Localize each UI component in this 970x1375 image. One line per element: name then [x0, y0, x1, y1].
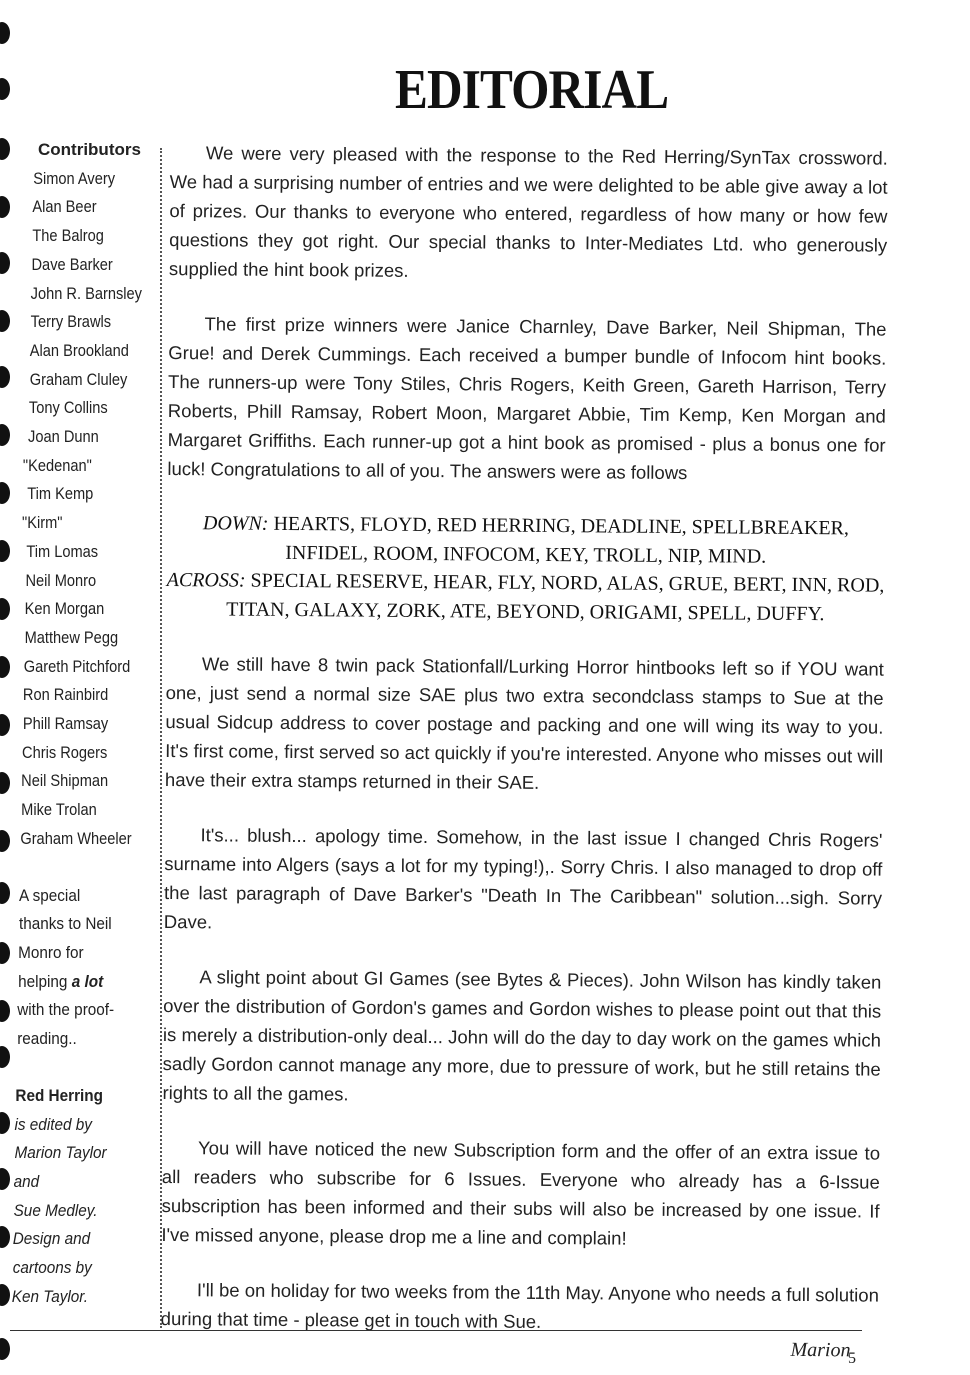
- binder-hole: [0, 78, 10, 100]
- contributor-name: Mike Trolan: [21, 800, 97, 820]
- thanks-emphasis: a lot: [71, 971, 104, 991]
- credits-heading: Red Herring: [15, 1085, 103, 1105]
- binder-hole: [0, 366, 10, 388]
- contributor-name: Dave Barker: [31, 254, 113, 274]
- credits: [10, 1082, 150, 1312]
- binder-hole: [0, 1284, 10, 1306]
- contributor-name: Ron Rainbird: [22, 685, 109, 705]
- thanks-text: helping: [18, 971, 72, 991]
- thanks-line: reading..: [17, 1029, 77, 1049]
- binder-hole: [0, 598, 10, 620]
- binder-hole: [0, 424, 10, 446]
- thanks-line: A special: [19, 885, 81, 905]
- across-words: SPECIAL RESERVE, HEAR, FLY, NORD, ALAS, GRUE, BERT, INN, ROD, TITAN, GALAXY, ZORK, ATE, BEYOND, ORIGAMI, SPELL, DUFFY.: [226, 569, 885, 625]
- binder-hole: [0, 482, 10, 504]
- down-label: DOWN:: [202, 512, 269, 535]
- contributor-name: Alan Beer: [32, 197, 97, 217]
- binder-hole: [0, 1000, 10, 1022]
- credits-line: is edited by: [14, 1114, 92, 1134]
- thanks-line: thanks to Neil: [19, 914, 112, 934]
- binder-hole: [0, 1046, 10, 1068]
- contributor-name: Phill Ramsay: [22, 714, 109, 734]
- contributors-list: [10, 165, 150, 854]
- credits-line: Sue Medley.: [13, 1200, 98, 1220]
- contributor-name: "Kirm": [22, 513, 63, 533]
- page-number: 5: [848, 1350, 856, 1367]
- contributor-name: Matthew Pegg: [24, 627, 119, 647]
- binder-hole: [0, 1226, 10, 1248]
- contributor-name: Alan Brookland: [29, 340, 129, 360]
- binder-hole: [0, 1338, 10, 1360]
- binder-hole: [0, 882, 10, 904]
- binder-hole: [0, 22, 10, 44]
- contributor-name: Neil Shipman: [21, 771, 109, 791]
- contributor-name: Tony Collins: [28, 398, 108, 418]
- credits-line: cartoons by: [12, 1258, 92, 1278]
- paragraph: We still have 8 twin pack Stationfall/Lurking Horror hintbooks left so if YOU want one, just send a normal size SAE plus two extra secondclass stamps to Sue at the usual Sidcup address to cover postage and packing and one will wing its way to you. It's first come, first served so act quickly if you're interested. Anyone who misses out will have their extra stamps returned in their SAE.: [164, 653, 884, 793]
- binder-hole: [0, 830, 10, 852]
- contributor-name: Joan Dunn: [28, 427, 99, 447]
- binder-hole: [0, 656, 10, 678]
- contributor-name: Chris Rogers: [22, 742, 108, 762]
- credits-line: Design and: [12, 1229, 91, 1249]
- footer-rule: [10, 1330, 862, 1331]
- contributor-name: Tim Kemp: [27, 484, 94, 504]
- paragraph: We were very pleased with the response to the Red Herring/SynTax crossword. We had a surprising number of entries and we were delighted to be able give away a lot of prizes. Our thanks to everyone who entered, regardless of how many or how few questions they got right. Our special thanks to Inter-Mediates Ltd. who generously supplied the hint book prizes.: [168, 142, 888, 281]
- binder-hole: [0, 772, 10, 794]
- contributor-name: Tim Lomas: [26, 541, 99, 561]
- paragraph: I'll be on holiday for two weeks from the 11th May. Anyone who needs a full solution during that time - please get in touch with Sue.: [160, 1279, 880, 1332]
- editorial-body: [160, 138, 888, 1366]
- contributor-name: "Kedenan": [22, 455, 92, 475]
- special-thanks: [10, 882, 150, 1054]
- contributor-name: John R. Barnsley: [30, 283, 142, 303]
- paragraph: It's... blush... apology time. Somehow, in the last issue I changed Chris Rogers' surname into Algers (says a lot for my typing!),. Sorry Chris. I also managed to drop off the last paragraph of Dave Barker's "Death In The Caribbean" solution...sigh. Sorry Dave.: [163, 824, 883, 933]
- credits-line: Ken Taylor.: [11, 1286, 89, 1306]
- thanks-line: [10, 968, 136, 997]
- contributors-heading: Contributors: [38, 140, 141, 159]
- answers-down: [167, 509, 885, 572]
- paragraph: You will have noticed the new Subscription form and the offer of an extra issue to all readers who subscribe for 6 Issues. Everyone who already has a 6-Issue subscription has been informed and their subs will also be increased by one issue. If I've missed anyone, please drop me a line and complain!: [161, 1137, 881, 1249]
- paragraph: The first prize winners were Janice Charnley, Dave Barker, Neil Shipman, The Grue! and Derek Cummings. Each received a bumper bundle of Infocom hint books. The runners-up were Tony Stiles, Chris Rogers, Keith Green, Gareth Harrison, Terry Roberts, Phill Ramsay, Robert Moon, Margaret Abbie, Tim Kemp, Ken Morgan and Margaret Griffiths. Each runner-up got a hint book as promised - plus a bonus one for luck! Congratulations to all of you. The answers were as follows: [167, 313, 887, 484]
- crossword-answers: [166, 509, 885, 629]
- across-label: ACROSS:: [166, 568, 246, 592]
- paragraph: A slight point about GI Games (see Bytes & Pieces). John Wilson has kindly taken over the distribution of Gordon's games and Gordon wishes to please point out that this is merely a distribution-only deal... John will do the day to day work on the games which sadly Gordon cannot manage any more, due to pressure of work, but he still retains the rights to all the games.: [162, 966, 882, 1105]
- contributor-name: Neil Monro: [25, 570, 97, 590]
- binder-hole: [0, 196, 10, 218]
- contributor-name: The Balrog: [32, 226, 104, 246]
- binder-hole: [0, 310, 10, 332]
- binder-hole: [0, 1168, 10, 1190]
- signoff: Marion: [790, 1338, 851, 1362]
- binder-hole: [0, 714, 10, 736]
- binder-hole: [0, 1112, 10, 1134]
- sidebar: [10, 136, 150, 1311]
- contributor-name: Terry Brawls: [30, 312, 112, 332]
- contributor-name: Gareth Pitchford: [23, 656, 131, 676]
- contributor-name: Graham Cluley: [29, 369, 128, 389]
- contributor-name: Graham Wheeler: [20, 828, 132, 848]
- answers-across: [166, 566, 884, 629]
- contributor-name: Ken Morgan: [24, 599, 105, 619]
- binder-hole: [0, 942, 10, 964]
- credits-line: and: [13, 1171, 40, 1191]
- page-title: EDITORIAL: [395, 59, 669, 121]
- binder-hole: [0, 252, 10, 274]
- thanks-line: Monro for: [18, 942, 84, 962]
- binder-hole: [0, 138, 10, 160]
- thanks-line: with the proof-: [17, 1000, 115, 1020]
- binder-hole: [0, 540, 10, 562]
- down-words: HEARTS, FLOYD, RED HERRING, DEADLINE, SPELLBREAKER, INFIDEL, ROOM, INFOCOM, KEY, TROLL, NIP, MIND.: [273, 512, 850, 568]
- credits-line: Marion Taylor: [14, 1143, 107, 1163]
- contributor-name: Simon Avery: [33, 168, 116, 188]
